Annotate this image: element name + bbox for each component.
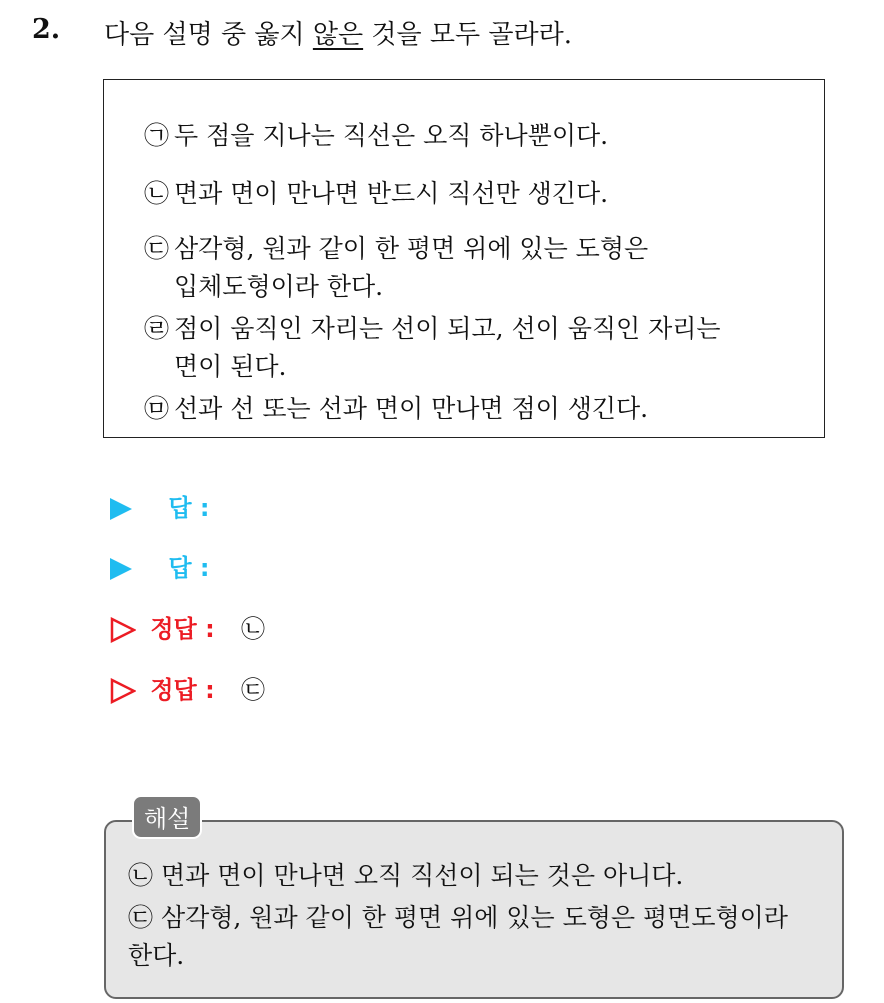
choice-2: [144, 175, 608, 213]
choice-mark: ㉣: [144, 314, 170, 343]
choices-box: [103, 79, 825, 438]
answer-blank-label: 답 :: [168, 494, 210, 522]
choice-text-cont: 입체도형이라 한다.: [174, 272, 384, 301]
choice-mark: ㉡: [144, 179, 170, 208]
choice-3: [144, 230, 648, 306]
choice-4: [144, 310, 721, 386]
explanation-tag: 해설: [132, 795, 202, 839]
choice-text: 점이 움직인 자리는 선이 되고, 선이 움직인 자리는: [174, 314, 721, 343]
explanation-line-1: ㉡ 면과 면이 만나면 오직 직선이 되는 것은 아니다.: [128, 861, 684, 890]
correct-answer-1: [110, 609, 265, 644]
choice-text-cont: 면이 된다.: [174, 352, 287, 381]
choice-text: 선과 선 또는 선과 면이 만나면 점이 생긴다.: [174, 394, 649, 423]
choice-text: 두 점을 지나는 직선은 오직 하나뿐이다.: [174, 121, 609, 150]
explanation-line-3: 한다.: [128, 941, 185, 970]
question-text-after: 것을 모두 골라라.: [363, 20, 572, 50]
question-text: [104, 14, 572, 51]
answer-blank-2[interactable]: [110, 548, 210, 583]
triangle-fill-icon: [110, 498, 132, 520]
choice-text: 삼각형, 원과 같이 한 평면 위에 있는 도형은: [174, 234, 649, 263]
correct-answer-value: ㉡: [241, 615, 266, 643]
choice-mark: ㉤: [144, 394, 170, 423]
triangle-fill-icon: [110, 558, 132, 580]
choice-mark: ㉠: [144, 121, 170, 150]
choice-1: [144, 117, 608, 155]
answer-blank-1[interactable]: [110, 488, 210, 523]
triangle-outline-icon: [110, 678, 136, 704]
choice-mark: ㉢: [144, 234, 170, 263]
choice-text: 면과 면이 만나면 반드시 직선만 생긴다.: [174, 179, 609, 208]
question-text-underlined: 않은: [312, 20, 364, 50]
question-number: 2.: [32, 14, 61, 45]
correct-answer-value: ㉢: [241, 676, 266, 704]
answer-blank-label: 답 :: [168, 554, 210, 582]
correct-answer-label: 정답 :: [150, 676, 215, 704]
triangle-outline-icon: [110, 617, 136, 643]
correct-answer-2: [110, 670, 265, 705]
choice-5: [144, 390, 648, 428]
explanation-line-2: ㉢ 삼각형, 원과 같이 한 평면 위에 있는 도형은 평면도형이라: [128, 903, 788, 932]
correct-answer-label: 정답 :: [150, 615, 215, 643]
question-text-before: 다음 설명 중 옳지: [104, 20, 313, 50]
explanation-box: [104, 820, 844, 999]
